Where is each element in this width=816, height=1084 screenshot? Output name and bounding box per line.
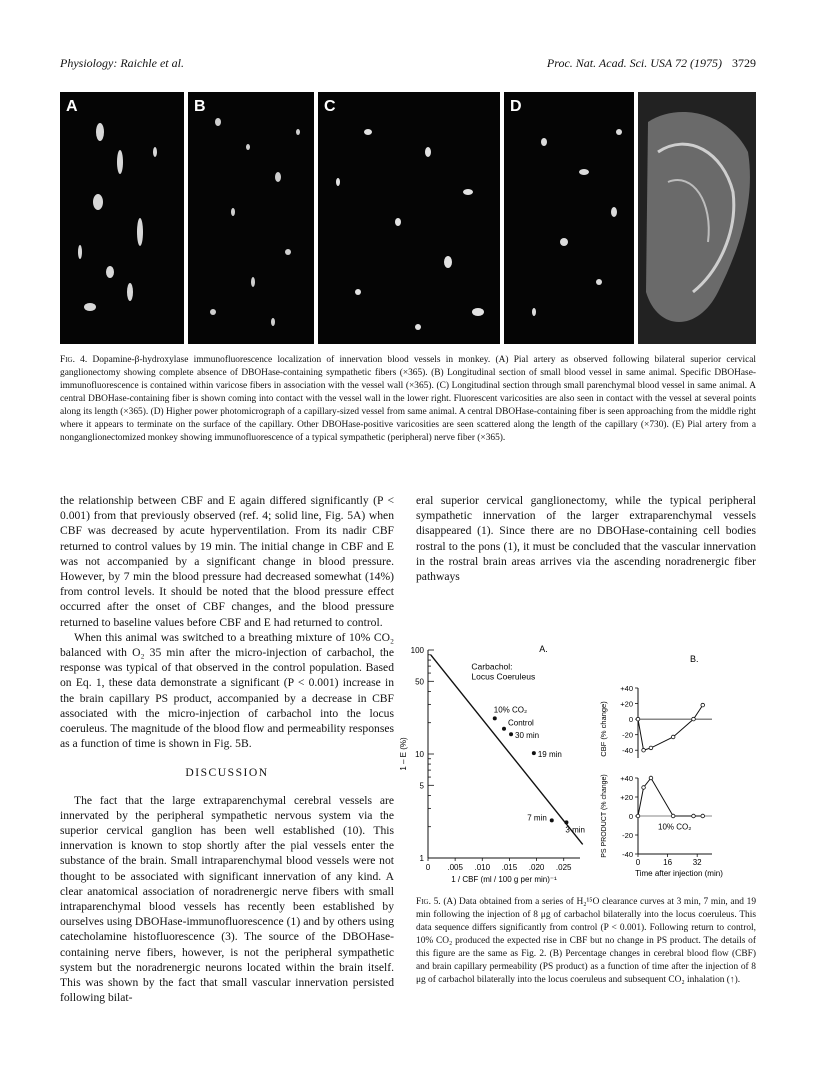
panel-a-x-tick-label: .020	[528, 863, 545, 872]
panel-b-bottom-x-tick-label: 0	[635, 858, 641, 867]
photo-a-texture	[60, 92, 184, 344]
panel-a-point-label: 3 min	[565, 825, 585, 835]
panel-b-bottom-x-tick-label: 16	[663, 858, 673, 867]
panel-a-label: A.	[539, 644, 548, 654]
panel-b-x-axis-label: Time after injection (min)	[635, 869, 723, 878]
paragraph-results-2: When this animal was switched to a breathing mixture of 10% CO₂ balanced with O₂ 35 min after the micro-injection of carbachol, the response was typical of that observed in the control population. Based on Eq. 1, these data demonstrate a significant (P < 0.001) increase in the brain capillary PS product, accompanied by a decrease in CBF associated with the micro-injection of carbachol into the locus coeruleus. The magnitude of the blood flow and permeability responses as a function of time is shown in Fig. 5B.	[60, 630, 394, 751]
panel-a-x-tick-label: .005	[447, 863, 463, 872]
paragraph-results-1: the relationship between CBF and E again differed significantly (P < 0.001) from that previously observed (ref. 4; solid line, Fig. 5A) when CBF was decreased by acute hyperventilation. From its nadir CBF returned to control values by 19 min. The initial change in CBF and E was not accompanied by a significant change in blood pressure. However, by 7 min the blood pressure had decreased somewhat (14%) from control levels. It should be noted that the blood pressure effect occurred after the onset of CBF changes, and the blood pressure returned to baseline values before CBF and E had returned to control.	[60, 494, 394, 629]
panel-b-cbf-line	[638, 705, 703, 750]
left-column	[60, 493, 394, 1006]
header-author: Physiology: Raichle et al.	[60, 56, 184, 70]
panel-label-c: C	[324, 98, 336, 115]
panel-b-bottom-y-tick-label: +40	[620, 774, 633, 783]
panel-b-bottom-y-axis-label: PS PRODUCT (% change)	[601, 774, 608, 858]
photo-panel-d	[504, 92, 634, 344]
panel-b-bottom-y-tick-label: +20	[620, 793, 633, 802]
panel-a-data-point	[493, 716, 497, 720]
panel-a-x-tick-label: .010	[474, 863, 491, 872]
panel-b-top-y-axis-label: CBF (% change)	[599, 701, 608, 757]
photo-c-texture	[318, 92, 500, 344]
panel-b-co2-annotation: 10% CO₂	[658, 822, 692, 832]
figure-4-photomicrographs	[60, 92, 756, 344]
photo-panel-c	[318, 92, 500, 344]
figure-5-caption	[416, 896, 756, 987]
panel-b-cbf-point	[701, 703, 705, 707]
figure-5-label: Fig. 5.	[416, 897, 441, 907]
panel-a-y-axis-label: 1 – E (%)	[399, 737, 408, 771]
panel-label-a: A	[66, 98, 78, 115]
panel-b-cbf-point	[649, 746, 653, 750]
figure-4-caption-text: Dopamine-β-hydroxylase immunofluorescence localization of innervation blood vessels in monkey. (A) Pial artery as observed following bilateral superior cervical ganglionectomy showing complete absence of DBOHase-containing sympathetic fibers (×365). (B) Longitudinal section of small blood vessel in same animal. Specific DBOHase-immunofluorescence is contained within varicose fibers in association with the vessel wall (×365). (C) Longitudinal section through small parenchymal blood vessel in same animal. A central DBOHase-containing fiber is shown coming into contact with the vessel wall in the lower right. Fluorescent varicosities are also seen in contact with the vessel at several points along its length (×365). (D) Higher power photomicrograph of a capillary-sized vessel from same animal. A central DBOHase-containing fiber is seen approaching from the middle right where it appears to terminate on the surface of the capillary. Other DBOHase-positive varicosities are seen scattered along the length of the capillary (×730). (E) Pial artery from a nonganglionectomized monkey showing immunofluorescence of a typical sympathetic (peripheral) nerve fiber (×365).	[60, 355, 757, 443]
panel-a-x-tick-label: .015	[501, 863, 518, 872]
panel-a-data-point	[532, 751, 536, 755]
panel-a-point-label: Control	[508, 718, 534, 728]
panel-a-y-tick-label: 10	[415, 750, 424, 759]
panel-b-bottom-x-tick-label: 32	[692, 858, 702, 867]
panel-b-bottom-y-tick-label: 0	[628, 812, 633, 821]
photo-panel-b	[188, 92, 314, 344]
figure-4-caption	[60, 354, 756, 445]
panel-b-cbf-point	[671, 735, 675, 739]
header-journal: Proc. Nat. Acad. Sci. USA 72 (1975) 3729	[546, 56, 756, 70]
panel-b-ps-point	[636, 814, 640, 818]
page-number: 3729	[732, 56, 756, 70]
running-header	[60, 56, 756, 72]
panel-b-cbf-point	[692, 717, 696, 721]
panel-a-point-label: 30 min	[515, 731, 540, 741]
panel-b-top-y-tick-label: +20	[620, 699, 633, 709]
panel-a-point-label: 19 min	[537, 750, 562, 760]
paragraph-right-1: eral superior cervical ganglionectomy, while the typical peripheral sympathetic innervation of the larger extraparenchymal vessels disappeared (1). Since there are no DBOHase-containing cell bodies rostral to the pons (1), it must be concluded that the vascular innervation in the rostral brain areas arrives via the ascending noradrenergic fiber pathways	[416, 494, 756, 584]
right-column-text	[416, 493, 756, 584]
panel-b-cbf-point	[636, 717, 640, 721]
panel-b-label: B.	[690, 654, 699, 664]
panel-b-ps-point	[642, 786, 646, 790]
panel-label-d: D	[510, 98, 522, 115]
photo-panel-e	[638, 92, 756, 344]
photo-b-texture	[188, 92, 314, 344]
panel-a-data-point	[502, 727, 506, 731]
panel-b-top-y-tick-label: -20	[622, 730, 633, 740]
panel-a-data-point	[550, 818, 554, 822]
figure-5-charts	[390, 640, 750, 890]
panel-b-bottom-y-tick-label: -40	[622, 850, 633, 859]
panel-a-annotation-line-2: Locus Coeruleus	[471, 671, 536, 682]
panel-b-ps-point	[692, 814, 696, 818]
panel-b-ps-point	[649, 776, 653, 780]
panel-b-ps-point	[701, 814, 705, 818]
panel-a-y-tick-label: 5	[419, 781, 424, 791]
panel-a-x-tick-label: .025	[555, 863, 572, 872]
figure-4-label: Fig. 4.	[60, 355, 88, 365]
panel-b-bottom-y-tick-label: -20	[622, 831, 633, 840]
panel-a-y-tick-label: 1	[419, 854, 424, 863]
panel-b-cbf-point	[642, 748, 646, 752]
panel-a-data-point	[509, 732, 513, 736]
panel-a-x-tick-label: 0	[425, 863, 431, 872]
panel-b-top-y-tick-label: +40	[620, 684, 633, 693]
paragraph-discussion-1: The fact that the large extraparenchymal cerebral vessels are innervated by the peripheral sympathetic nervous system via the superior cervical ganglion has been well established (10). This innervation is known to stop shortly after the pial vessels enter the substance of the brain. Small intraparenchymal blood vessels were not thought to be associated with significant innervation of any kind. A clear anatomical association of noradrenergic nerve fibers with small intraparenchymal blood vessels has recently been established by ourselves using DBOHase-immunofluorescence (1) and by others using catecholamine histofluorescence (3). The source of the DBOHase-containing nerve fibers, however, is not the peripheral sympathetic system but the noradrenergic neurons located within the brain itself. This was shown by the fact that small vascular innervation persisted following bilat-	[60, 793, 394, 1005]
panel-a-point-label: 10% CO₂	[493, 705, 528, 715]
panel-a-y-tick-label: 100	[410, 646, 424, 655]
panel-b-top-y-tick-label: -40	[622, 746, 633, 756]
figure-5-caption-text: (A) Data obtained from a series of H₂¹⁵O clearance curves at 3 min, 7 min, and 19 min following the injection of 8 μg of carbachol bilaterally into the locus coeruleus. This data sequence differs significantly from control (P < 0.001). Following return to control, 10% CO₂ produced the expected rise in CBF but no change in PS product. The details of this figure are the same as Fig. 2. (B) Percentage changes in cerebral blood flow (CBF) and brain capillary permeability (PS product) as a function of time after the injection of 8 μg of carbachol bilaterally into the locus coeruleus and subsequent CO₂ inhalation (↑).	[416, 897, 757, 985]
photo-e-texture	[638, 92, 756, 344]
panel-b-top-y-tick-label: 0	[628, 715, 633, 725]
photo-panel-a	[60, 92, 184, 344]
panel-label-b: B	[194, 98, 206, 115]
panel-a-x-axis-label: 1 / CBF (ml / 100 g per min)⁻¹	[451, 875, 557, 884]
panel-a-data-point	[564, 820, 568, 824]
photo-d-texture	[504, 92, 634, 344]
panel-a-point-label: 7 min	[527, 813, 547, 823]
panel-b-ps-line	[638, 778, 703, 816]
panel-b-ps-point	[671, 814, 675, 818]
panel-a-y-tick-label: 50	[415, 677, 424, 687]
panel-a-annotation-line-1: Carbachol:	[471, 661, 513, 672]
section-heading-discussion: DISCUSSION	[185, 766, 269, 780]
